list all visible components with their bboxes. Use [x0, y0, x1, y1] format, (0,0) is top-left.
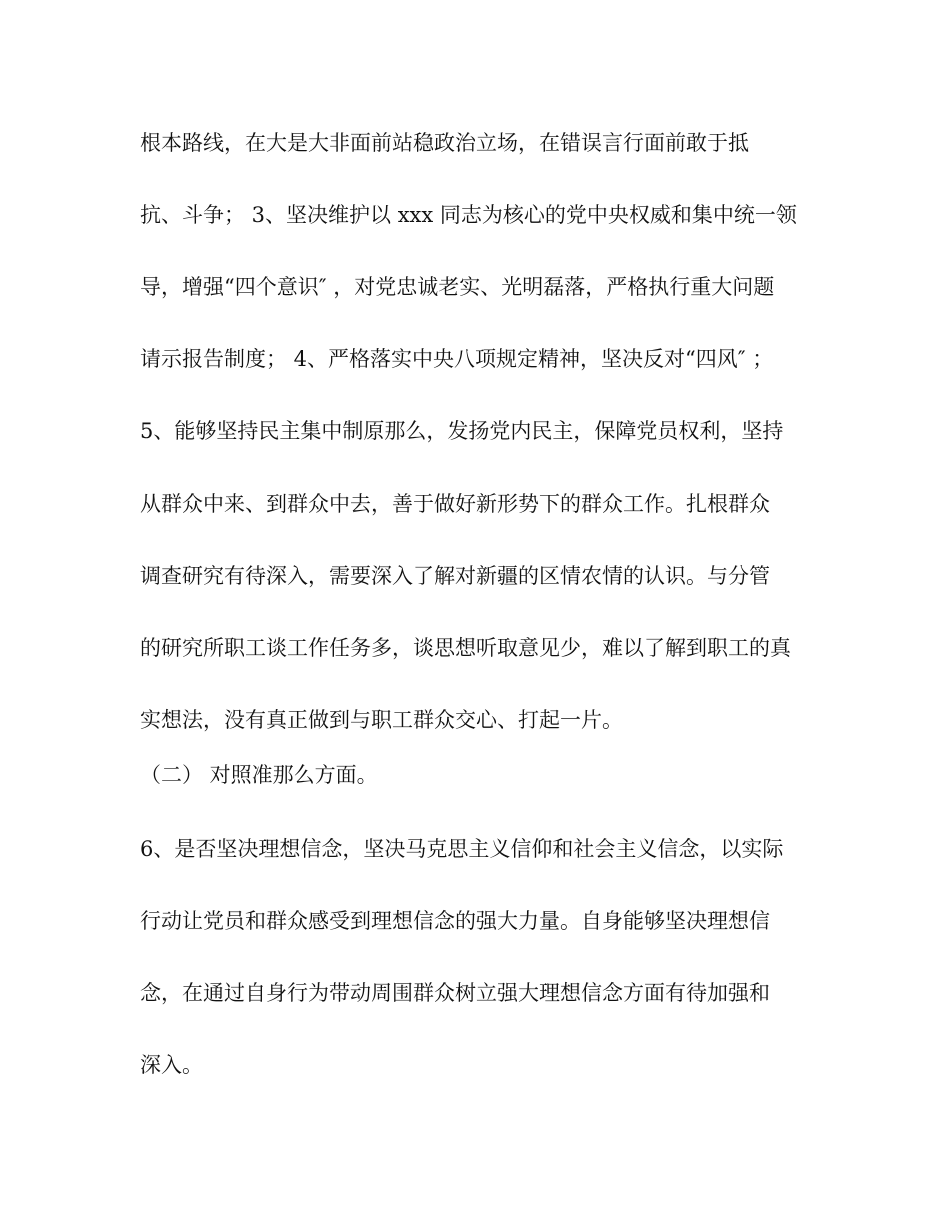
- text-line: 调查研究有待深入，需要深入了解对新疆的区情农情的认识。与分管: [140, 564, 770, 588]
- text-line: 实想法，没有真正做到与职工群众交心、打起一片。: [140, 708, 623, 732]
- text-line: 的研究所职工谈工作任务多，谈思想听取意见少，难以了解到职工的真: [140, 636, 791, 660]
- section-heading: （二） 对照准那么方面。: [140, 763, 378, 787]
- text-line: 从群众中来、到群众中去，善于做好新形势下的群众工作。扎根群众: [140, 492, 770, 516]
- text-line: 请示报告制度； 4、严格落实中央八项规定精神，坚决反对“四风″ ；: [140, 347, 774, 371]
- text-line: 导，增强“四个意识″ ，对党忠诚老实、光明磊落，严格执行重大问题: [140, 275, 775, 299]
- text-line: 深入。: [140, 1053, 203, 1077]
- text-line: 根本路线，在大是大非面前站稳政治立场，在错误言行面前敢于抵: [140, 131, 749, 155]
- text-line: 念，在通过自身行为带动周围群众树立强大理想信念方面有待加强和: [140, 981, 770, 1005]
- text-line: 6、是否坚决理想信念，坚决马克思主义信仰和社会主义信念，以实际: [140, 837, 784, 861]
- text-line: 行动让党员和群众感受到理想信念的强大力量。自身能够坚决理想信: [140, 909, 770, 933]
- text-line: 抗、斗争； 3、坚决维护以 xxx 同志为核心的党中央权威和集中统一领: [140, 203, 797, 227]
- text-line: 5、能够坚持民主集中制原那么，发扬党内民主，保障党员权利，坚持: [140, 419, 784, 443]
